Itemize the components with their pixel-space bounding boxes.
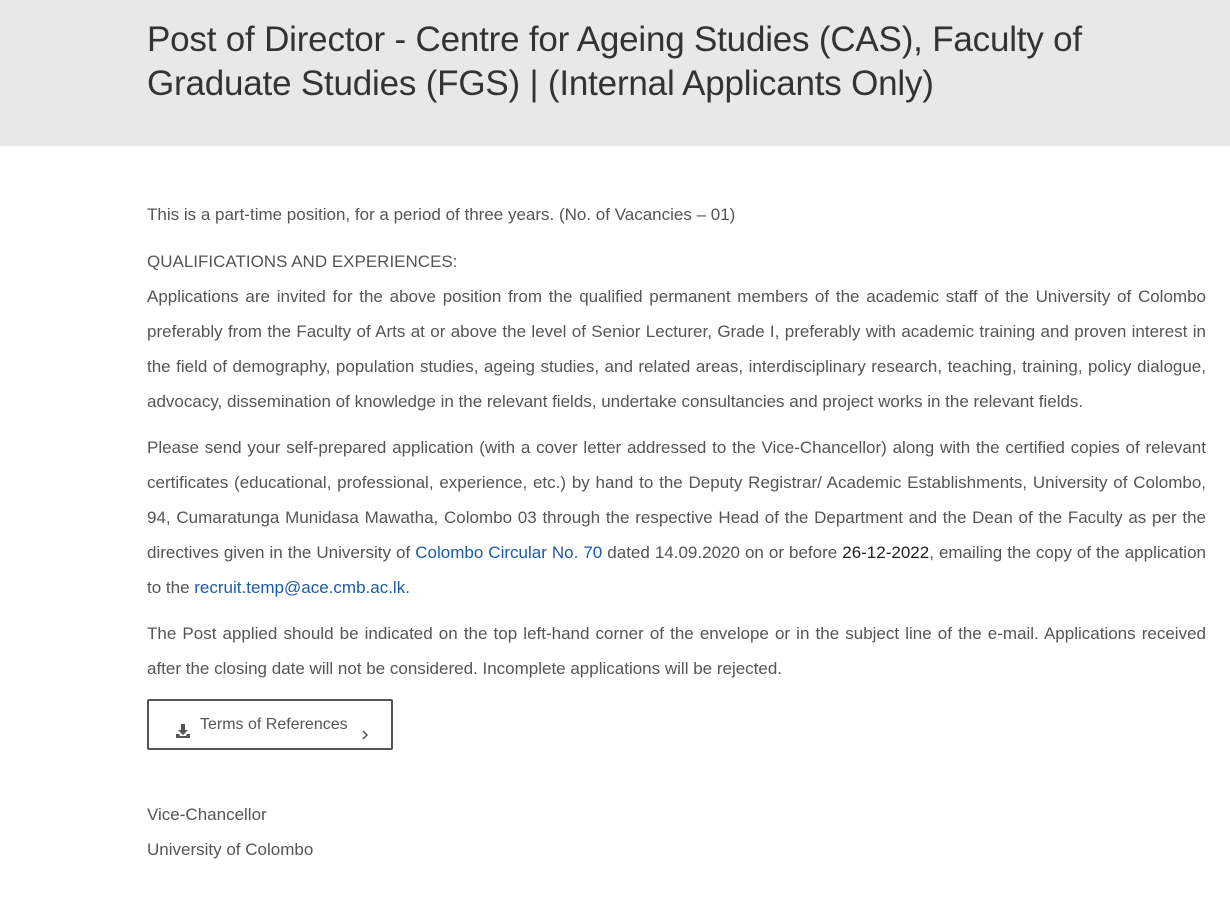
terms-of-reference-button[interactable] xyxy=(147,699,393,750)
email-link[interactable]: recruit.temp@ace.cmb.ac.lk. xyxy=(194,578,410,597)
header-band xyxy=(0,0,1230,146)
circular-link[interactable]: Colombo Circular No. 70 xyxy=(415,543,603,562)
signature-title: Vice-Chancellor xyxy=(147,804,267,824)
page-title: Post of Director - Centre for Ageing Studies (CAS), Faculty of Graduate Studies (FGS) | (Internal Applicants Only) xyxy=(147,20,1082,103)
qualifications-heading: QUALIFICATIONS AND EXPERIENCES: xyxy=(147,252,458,271)
signature-block xyxy=(147,797,1206,867)
notice-text: The Post applied should be indicated on the top left-hand corner of the envelope or in the subject line of the e-mail. Applications received after the closing date will not be considered. Incomplete applications will be rejected. xyxy=(147,624,1206,678)
download-icon xyxy=(175,717,191,733)
chevron-right-icon xyxy=(361,719,369,731)
qualifications-text: Applications are invited for the above position from the qualified permanent members of the academic staff of the University of Colombo preferably from the Faculty of Arts at or above the level of Senior Lecturer, Grade I, preferably with academic training and proven interest in the field of demography, population studies, ageing studies, and related areas, interdisciplinary research, teaching, training, policy dialogue, advocacy, dissemination of knowledge in the relevant fields, undertake consultancies and project works in the relevant fields. xyxy=(147,287,1206,411)
application-text-3: , emailing the copy of the application to the xyxy=(147,543,1206,597)
application-instructions xyxy=(147,430,1206,605)
main-content xyxy=(147,146,1206,867)
terms-of-reference-label: Terms of References xyxy=(200,716,348,733)
application-text-1: Please send your self-prepared application (with a cover letter addressed to the Vice-Chancellor) along with the certified copies of relevant certificates (educational, professional, experience, etc.) by hand to the Deputy Registrar/ Academic Establishments, University of Colombo, 94, Cumaratunga Munidasa Mawatha, Colombo 03 through the respective Head of the Department and the Dean of the Faculty as per the directives given in the University of xyxy=(147,438,1206,562)
intro-text: This is a part-time position, for a period of three years. (No. of Vacancies – 01) xyxy=(147,205,736,224)
application-text-2: dated 14.09.2020 on or before xyxy=(602,543,843,562)
signature-institution: University of Colombo xyxy=(147,839,314,859)
closing-date: 26-12-2022 xyxy=(842,543,930,562)
